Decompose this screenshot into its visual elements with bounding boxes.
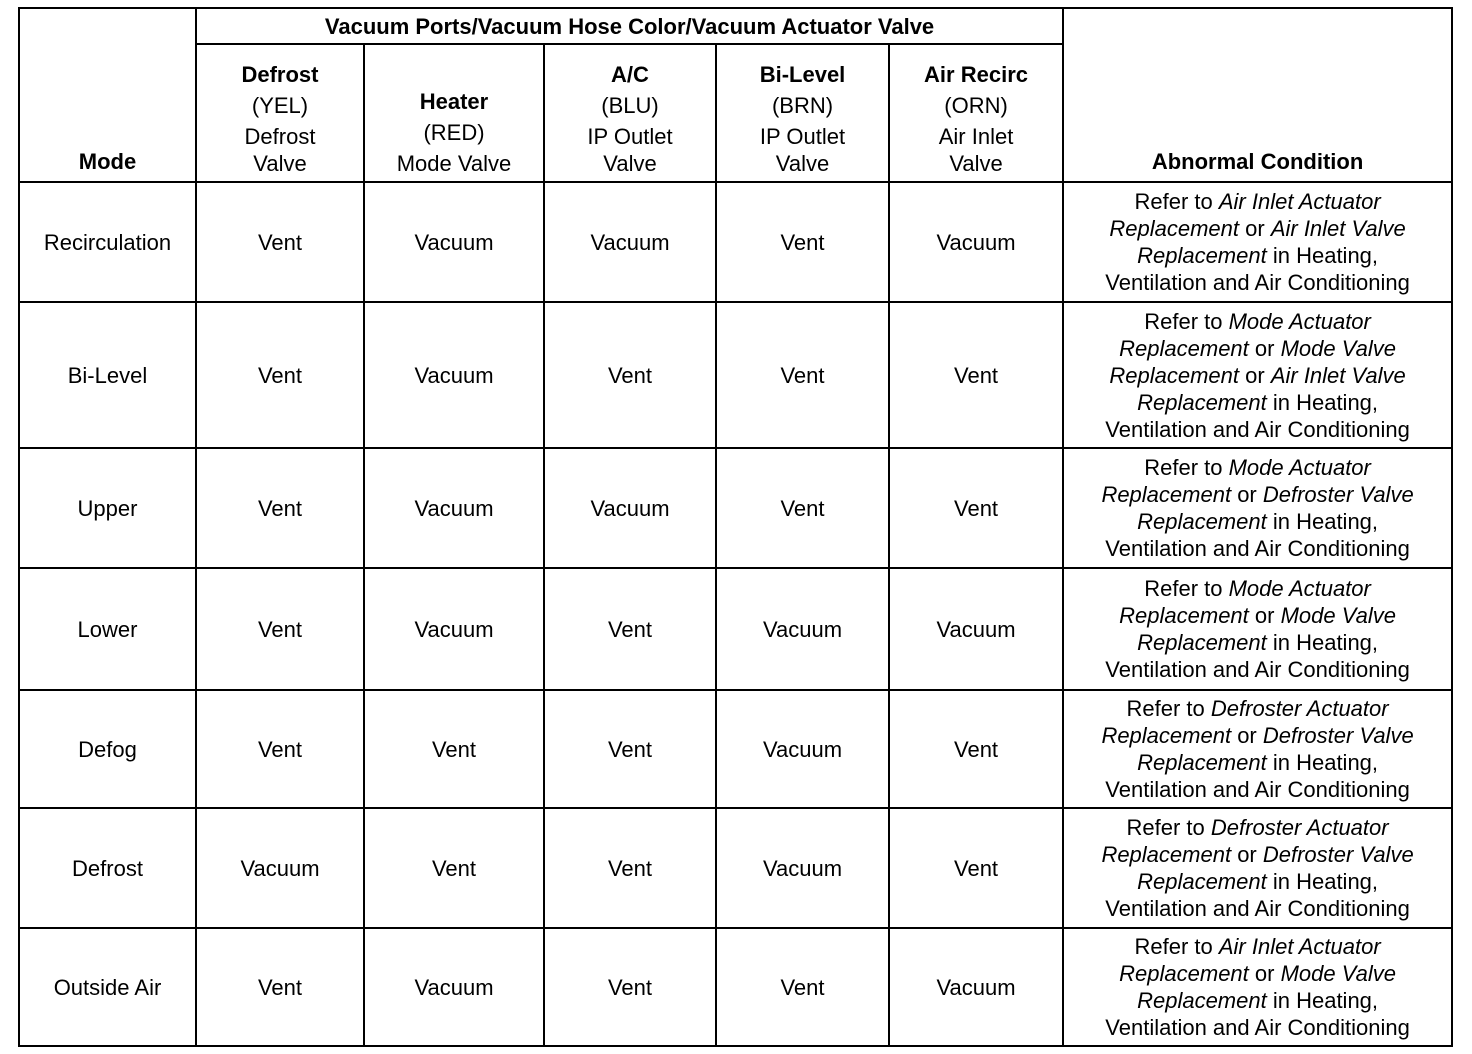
port-state-cell: Vent — [889, 448, 1063, 568]
condition-line — [1066, 656, 1449, 683]
port-state-cell: Vent — [716, 448, 889, 568]
condition-text: or — [1231, 482, 1263, 507]
condition-text: in Heating, — [1266, 389, 1379, 415]
mode-cell: Bi-Level — [19, 302, 196, 448]
condition-text: or — [1239, 216, 1271, 241]
condition-line — [1066, 535, 1449, 562]
vacuum-actuator-table — [18, 7, 1453, 1047]
port-state-cell: Vent — [889, 690, 1063, 808]
condition-line — [1066, 215, 1449, 242]
procedure-reference: Defroster Actuator — [1210, 696, 1389, 721]
port-state-cell: Vent — [196, 928, 364, 1046]
procedure-reference: Air Inlet Actuator — [1218, 934, 1381, 959]
condition-text: Ventilation and Air Conditioning — [1105, 777, 1410, 802]
condition-text: or — [1231, 842, 1263, 867]
table-row — [19, 182, 1452, 302]
port-state-cell: Vent — [364, 808, 544, 928]
condition-text: Ventilation and Air Conditioning — [1105, 657, 1410, 682]
port-state-cell: Vent — [544, 690, 716, 808]
condition-line — [1066, 695, 1449, 722]
port-state-cell: Vacuum — [889, 568, 1063, 690]
procedure-reference: Replacement — [1137, 869, 1267, 894]
procedure-reference: Mode Actuator — [1228, 455, 1371, 480]
port-state-cell: Vacuum — [716, 568, 889, 690]
procedure-reference: Defroster Valve — [1262, 723, 1414, 748]
condition-text: Refer to — [1144, 308, 1229, 334]
condition-text: Refer to — [1134, 934, 1219, 959]
valve-label: Defrost — [244, 124, 316, 149]
condition-line — [1066, 722, 1449, 749]
port-state-cell: Vent — [889, 808, 1063, 928]
mode-header: Mode — [19, 8, 196, 182]
port-state-cell: Vacuum — [364, 302, 544, 448]
table-row — [19, 568, 1452, 690]
condition-text: or — [1248, 603, 1281, 628]
procedure-reference: Mode Valve — [1280, 961, 1396, 986]
condition-line — [1066, 508, 1449, 535]
condition-text: Ventilation and Air Conditioning — [1105, 270, 1410, 295]
condition-line — [1066, 362, 1449, 389]
abnormal-condition-cell — [1063, 690, 1452, 808]
procedure-reference: Replacement — [1109, 362, 1240, 388]
column-header-heater — [364, 44, 544, 182]
condition-line — [1066, 749, 1449, 776]
condition-line — [1066, 269, 1449, 296]
abnormal-condition-cell — [1063, 928, 1452, 1046]
port-state-cell: Vacuum — [544, 448, 716, 568]
condition-text: Refer to — [1134, 189, 1219, 214]
hose-color: (BRN) — [771, 93, 834, 118]
procedure-reference: Air Inlet Valve — [1270, 362, 1406, 388]
abnormal-condition-cell — [1063, 448, 1452, 568]
procedure-reference: Air Inlet Actuator — [1218, 189, 1381, 214]
condition-text: in Heating, — [1266, 869, 1379, 894]
condition-text: Ventilation and Air Conditioning — [1105, 1015, 1410, 1040]
mode-cell: Lower — [19, 568, 196, 690]
hose-color: (RED) — [423, 120, 485, 145]
column-header-air-recirc — [889, 44, 1063, 182]
port-state-cell: Vacuum — [716, 808, 889, 928]
table-row — [19, 302, 1452, 448]
column-name: Air Recirc — [924, 62, 1028, 87]
mode-cell: Defog — [19, 690, 196, 808]
port-state-cell: Vent — [716, 302, 889, 448]
procedure-reference: Replacement — [1137, 750, 1267, 775]
port-state-cell: Vacuum — [889, 182, 1063, 302]
condition-text: in Heating, — [1266, 988, 1379, 1013]
port-state-cell: Vent — [196, 182, 364, 302]
column-header-defrost — [196, 44, 364, 182]
condition-line — [1066, 188, 1449, 215]
condition-text: Ventilation and Air Conditioning — [1105, 536, 1410, 561]
abnormal-condition-cell — [1063, 182, 1452, 302]
condition-line — [1066, 933, 1449, 960]
port-state-cell: Vent — [544, 808, 716, 928]
valve-label: IP Outlet — [759, 124, 846, 149]
table-row — [19, 928, 1452, 1046]
condition-line — [1066, 814, 1449, 841]
procedure-reference: Replacement — [1137, 509, 1267, 534]
valve-label: Valve — [949, 151, 1003, 176]
port-state-cell: Vacuum — [364, 182, 544, 302]
condition-text: in Heating, — [1266, 509, 1379, 534]
procedure-reference: Replacement — [1101, 842, 1232, 867]
procedure-reference: Replacement — [1101, 723, 1232, 748]
procedure-reference: Mode Valve — [1280, 603, 1396, 628]
abnormal-condition-cell — [1063, 808, 1452, 928]
condition-text: or — [1248, 335, 1281, 361]
hose-color: (YEL) — [251, 93, 309, 118]
condition-line — [1066, 1014, 1449, 1041]
table-row — [19, 808, 1452, 928]
abnormal-condition-cell — [1063, 568, 1452, 690]
port-state-cell: Vent — [716, 928, 889, 1046]
condition-line — [1066, 841, 1449, 868]
condition-line — [1066, 602, 1449, 629]
abnormal-condition-cell — [1063, 302, 1452, 448]
condition-line — [1066, 416, 1449, 443]
condition-line — [1066, 960, 1449, 987]
condition-line — [1066, 776, 1449, 803]
port-state-cell: Vent — [196, 568, 364, 690]
valve-label: Air Inlet — [938, 124, 1014, 149]
port-state-cell: Vent — [196, 448, 364, 568]
condition-line — [1066, 481, 1449, 508]
port-state-cell: Vent — [889, 302, 1063, 448]
condition-text: or — [1248, 961, 1281, 986]
mode-cell: Upper — [19, 448, 196, 568]
procedure-reference: Replacement — [1137, 243, 1267, 268]
port-state-cell: Vent — [544, 302, 716, 448]
column-name: Defrost — [241, 62, 319, 87]
port-state-cell: Vacuum — [716, 690, 889, 808]
procedure-reference: Replacement — [1137, 630, 1267, 655]
abnormal-condition-header: Abnormal Condition — [1063, 8, 1452, 182]
procedure-reference: Replacement — [1101, 482, 1232, 507]
port-state-cell: Vacuum — [364, 928, 544, 1046]
procedure-reference: Mode Actuator — [1228, 308, 1371, 334]
condition-text: in Heating, — [1266, 750, 1379, 775]
procedure-reference: Replacement — [1119, 335, 1249, 361]
mode-cell: Defrost — [19, 808, 196, 928]
condition-line — [1066, 895, 1449, 922]
port-state-cell: Vent — [544, 568, 716, 690]
condition-text: Refer to — [1126, 815, 1211, 840]
column-name: Heater — [419, 89, 489, 114]
condition-text: or — [1239, 362, 1271, 388]
column-header-bi-level — [716, 44, 889, 182]
procedure-reference: Defroster Valve — [1262, 482, 1414, 507]
condition-line — [1066, 868, 1449, 895]
column-name: Bi-Level — [759, 62, 846, 87]
condition-text: Ventilation and Air Conditioning — [1105, 896, 1410, 921]
condition-text: Refer to — [1126, 696, 1211, 721]
procedure-reference: Replacement — [1137, 988, 1267, 1013]
condition-line — [1066, 242, 1449, 269]
condition-line — [1066, 454, 1449, 481]
port-state-cell: Vacuum — [364, 568, 544, 690]
valve-label: Mode Valve — [396, 151, 512, 176]
procedure-reference: Defroster Actuator — [1210, 815, 1389, 840]
procedure-reference: Replacement — [1109, 216, 1240, 241]
port-state-cell: Vent — [544, 928, 716, 1046]
condition-line — [1066, 629, 1449, 656]
condition-text: in Heating, — [1266, 630, 1379, 655]
condition-line — [1066, 308, 1449, 335]
column-name: A/C — [611, 62, 649, 87]
mode-cell: Outside Air — [19, 928, 196, 1046]
condition-text: in Heating, — [1266, 243, 1379, 268]
condition-line — [1066, 575, 1449, 602]
column-header-ac — [544, 44, 716, 182]
procedure-reference: Replacement — [1119, 961, 1249, 986]
condition-line — [1066, 389, 1449, 416]
table-row — [19, 448, 1452, 568]
condition-line — [1066, 335, 1449, 362]
group-header: Vacuum Ports/Vacuum Hose Color/Vacuum Actuator Valve — [196, 8, 1063, 44]
procedure-reference: Defroster Valve — [1262, 842, 1414, 867]
valve-label: Valve — [603, 151, 657, 176]
mode-cell: Recirculation — [19, 182, 196, 302]
procedure-reference: Replacement — [1137, 389, 1267, 415]
condition-text: Refer to — [1144, 455, 1229, 480]
condition-text: Ventilation and Air Conditioning — [1105, 416, 1410, 442]
port-state-cell: Vacuum — [889, 928, 1063, 1046]
procedure-reference: Mode Valve — [1280, 335, 1396, 361]
procedure-reference: Replacement — [1119, 603, 1249, 628]
valve-label: IP Outlet — [587, 124, 673, 149]
port-state-cell: Vacuum — [196, 808, 364, 928]
port-state-cell: Vent — [364, 690, 544, 808]
procedure-reference: Mode Actuator — [1228, 576, 1371, 601]
procedure-reference: Air Inlet Valve — [1270, 216, 1406, 241]
port-state-cell: Vent — [716, 182, 889, 302]
valve-label: Valve — [775, 151, 830, 176]
hose-color: (BLU) — [601, 93, 659, 118]
port-state-cell: Vent — [196, 690, 364, 808]
condition-text: Refer to — [1144, 576, 1229, 601]
condition-text: or — [1231, 723, 1263, 748]
valve-label: Valve — [253, 151, 307, 176]
port-state-cell: Vent — [196, 302, 364, 448]
table-row — [19, 690, 1452, 808]
port-state-cell: Vacuum — [364, 448, 544, 568]
hose-color: (ORN) — [944, 93, 1008, 118]
port-state-cell: Vacuum — [544, 182, 716, 302]
condition-line — [1066, 987, 1449, 1014]
